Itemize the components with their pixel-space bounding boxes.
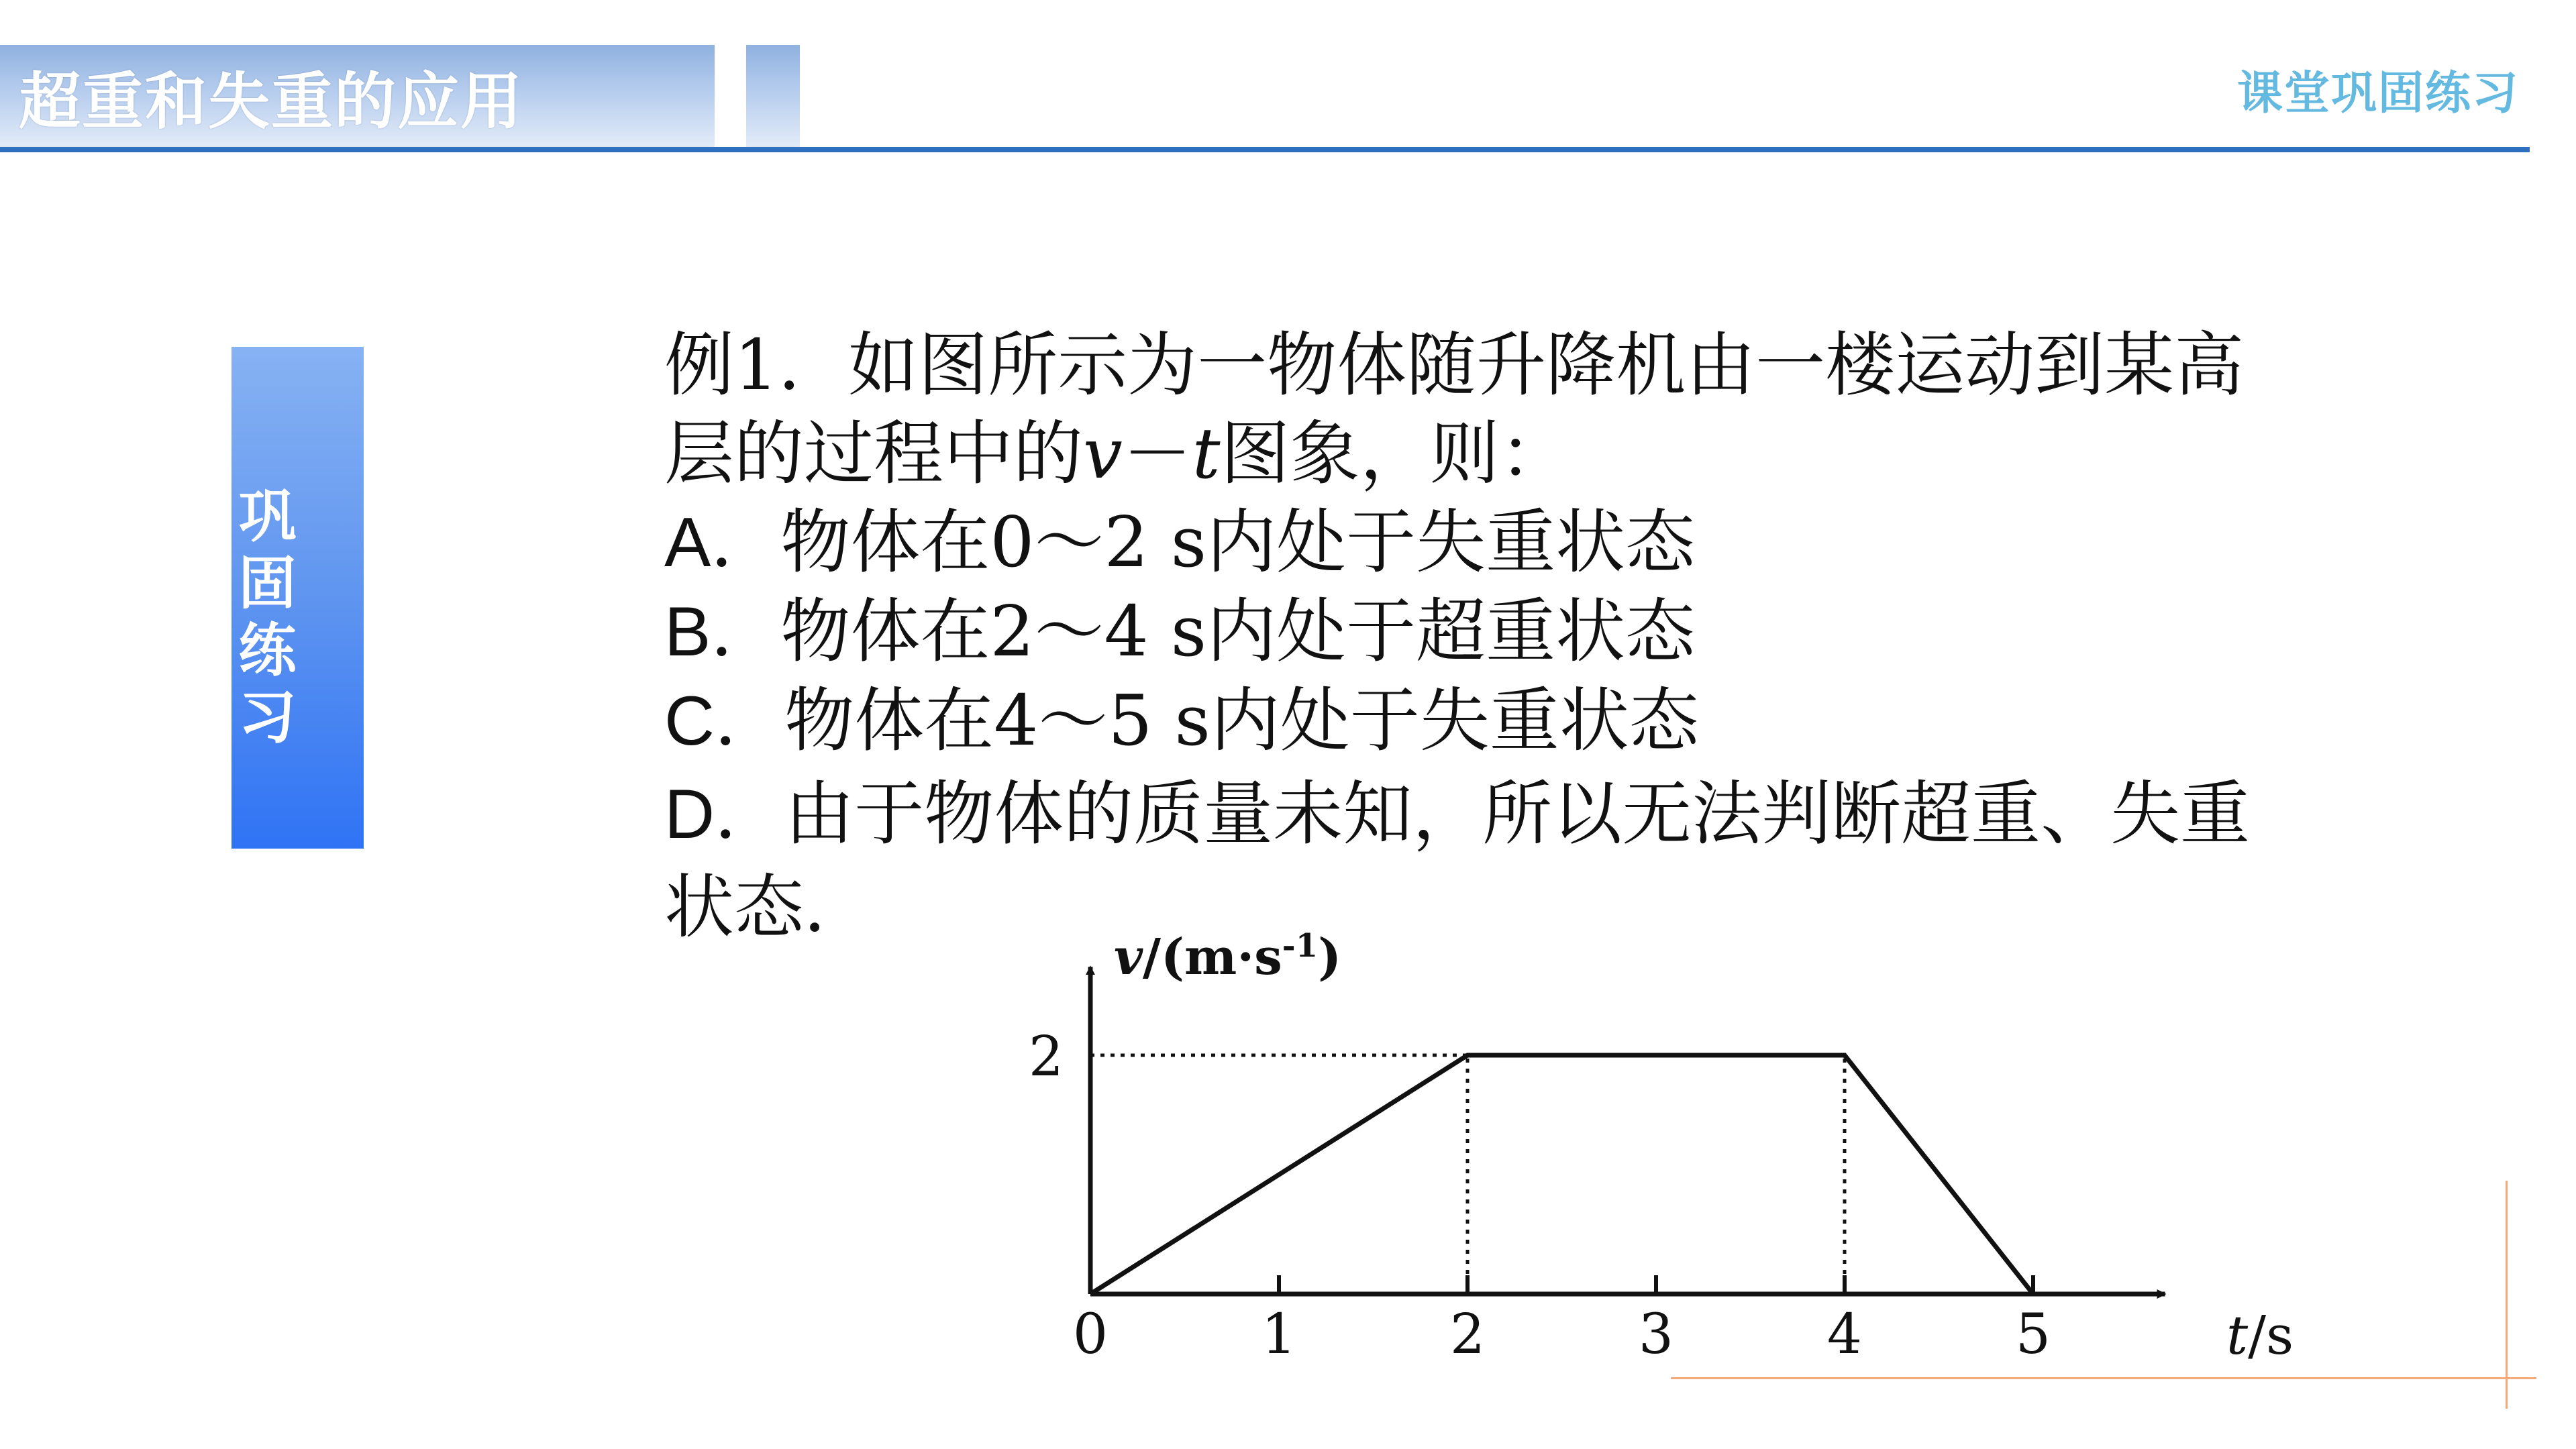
question-block	[664, 321, 2409, 951]
option-text: ．由于物体的质量未知，所以无法判断超重、失重	[715, 773, 2251, 855]
sidebar-label	[231, 483, 303, 751]
option-text: ．物体在2～4 s内处于超重状态	[711, 590, 1696, 672]
x-axis-unit: /s	[2248, 1304, 2294, 1366]
page-title: 超重和失重的应用	[19, 66, 524, 138]
stem-v: v	[1083, 413, 1123, 494]
sidebar-char: 习	[238, 684, 297, 751]
stem-text-end: 图象，则：	[1220, 413, 1569, 494]
question-stem-line1: 例1．如图所示为一物体随升降机由一楼运动到某高	[664, 324, 2245, 406]
option-b[interactable]	[664, 587, 2409, 676]
question-stem-line2	[664, 409, 2409, 498]
option-text: ．物体在4～5 s内处于失重状态	[715, 680, 1699, 761]
sidebar-char: 练	[238, 617, 297, 684]
option-d-continuation: 状态．	[664, 866, 874, 948]
option-letter: C	[664, 682, 715, 760]
stem-dash: －	[1122, 413, 1192, 494]
x-axis-var: t	[2226, 1304, 2249, 1366]
x-tick-label: 0	[1072, 1303, 1109, 1366]
x-tick-label: 1	[1261, 1303, 1297, 1366]
y-axis-var: v	[1114, 928, 1143, 986]
stem-text: 层的过程中的	[664, 413, 1084, 494]
y-axis-close: )	[1318, 928, 1342, 986]
stem-t: t	[1192, 413, 1221, 494]
header-tab-block	[746, 45, 800, 149]
x-tick-label: 4	[1826, 1303, 1863, 1366]
y-axis-exp: -1	[1282, 927, 1319, 965]
y-axis-unit: /(m·s	[1143, 928, 1282, 986]
x-axis-label	[2226, 1304, 2294, 1366]
option-letter: A	[664, 504, 711, 582]
option-d[interactable]	[664, 769, 2409, 859]
option-a[interactable]	[664, 498, 2409, 587]
option-text: ．物体在0～2 s内处于失重状态	[711, 501, 1696, 583]
x-tick-label: 3	[1638, 1303, 1674, 1366]
sidebar-char: 固	[238, 550, 297, 617]
decor-vertical-line	[2506, 1181, 2508, 1409]
option-c[interactable]	[664, 676, 2409, 765]
header-divider	[0, 147, 2530, 152]
decor-horizontal-line	[1671, 1377, 2536, 1379]
x-tick-label: 5	[2015, 1303, 2051, 1366]
option-letter: B	[664, 593, 711, 671]
x-tick-label: 2	[1449, 1303, 1486, 1366]
option-letter: D	[664, 775, 715, 853]
y-tick-label: 2	[1028, 1025, 1064, 1089]
section-label: 课堂巩固练习	[2236, 67, 2519, 120]
series-line	[1090, 1055, 2033, 1294]
sidebar-char: 巩	[238, 483, 297, 550]
